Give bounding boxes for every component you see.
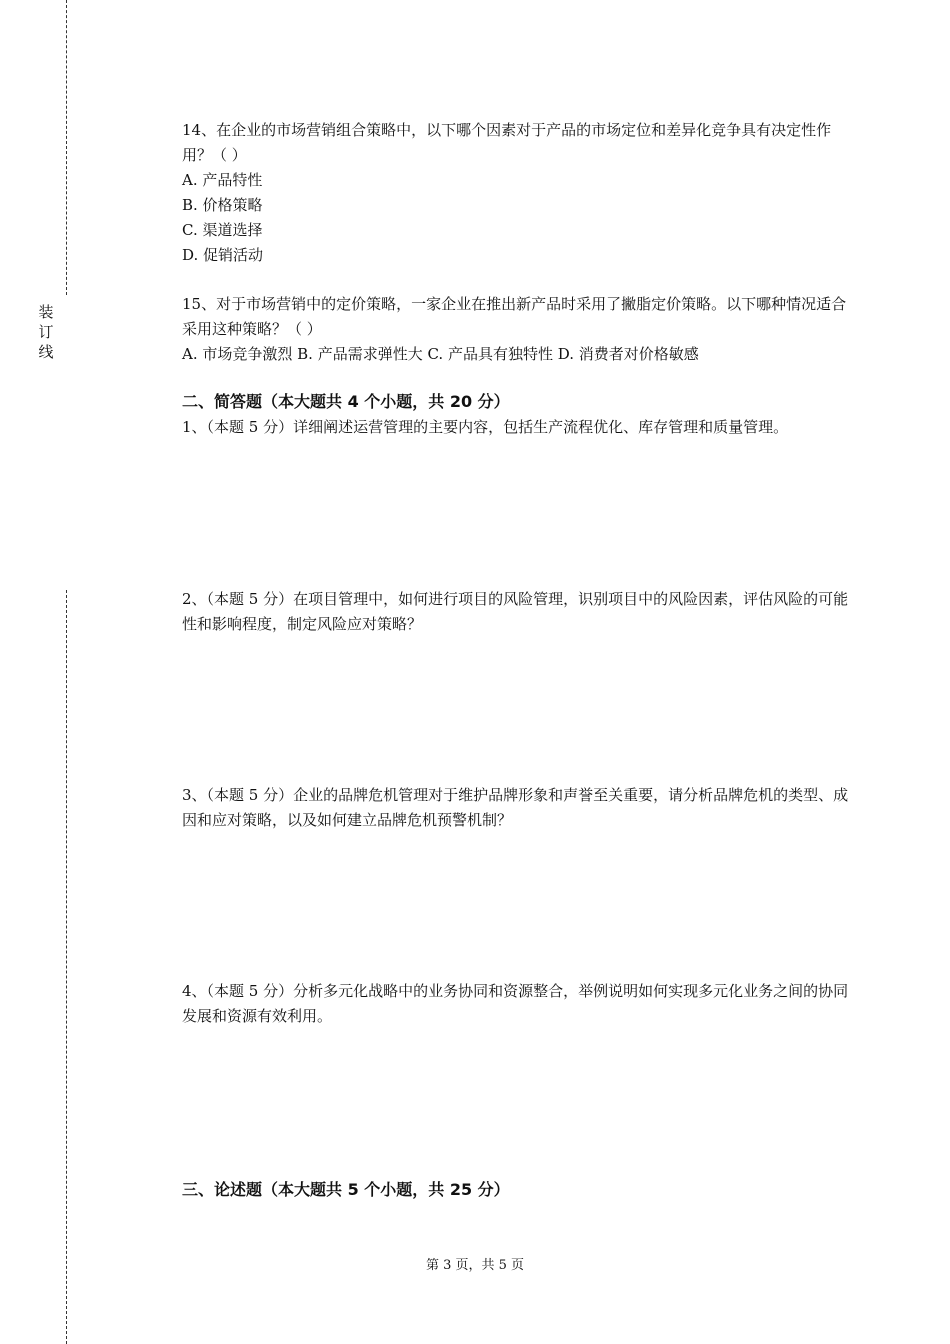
binding-label bbox=[36, 302, 56, 362]
binding-char: 订 bbox=[38, 323, 54, 341]
option-c: C. 渠道选择 bbox=[182, 221, 263, 239]
section-title-short-answer: 二、简答题（本大题共 4 个小题，共 20 分） bbox=[182, 392, 510, 411]
short-answer-question-2: 2、（本题 5 分）在项目管理中，如何进行项目的风险管理，识别项目中的风险因素，评估风险的可能性和影响程度，制定风险应对策略？ bbox=[182, 590, 849, 633]
options-line: A. 市场竞争激烈 B. 产品需求弹性大 C. 产品具有独特性 D. 消费者对价格敏感 bbox=[182, 345, 699, 363]
short-answer-question-3: 3、（本题 5 分）企业的品牌危机管理对于维护品牌形象和声誉至关重要，请分析品牌危机的类型、成因和应对策略，以及如何建立品牌危机预警机制？ bbox=[182, 786, 849, 829]
binding-char: 装 bbox=[38, 303, 54, 321]
short-answer-question-1: 1、（本题 5 分）详细阐述运营管理的主要内容，包括生产流程优化、库存管理和质量管理。 bbox=[182, 418, 789, 436]
option-a: A. 产品特性 bbox=[182, 171, 263, 189]
question-text: 14、在企业的市场营销组合策略中，以下哪个因素对于产品的市场定位和差异化竞争具有决定性作用？（ ） bbox=[182, 121, 832, 164]
binding-dashed-line-top bbox=[66, 0, 67, 295]
short-answer-question-4: 4、（本题 5 分）分析多元化战略中的业务协同和资源整合，举例说明如何实现多元化业务之间的协同发展和资源有效利用。 bbox=[182, 982, 849, 1025]
option-d: D. 促销活动 bbox=[182, 246, 264, 264]
binding-dashed-line-bottom bbox=[66, 590, 67, 1344]
option-b: B. 价格策略 bbox=[182, 196, 263, 214]
question-14 bbox=[182, 118, 852, 268]
section-title-essay: 三、论述题（本大题共 5 个小题，共 25 分） bbox=[182, 1180, 510, 1199]
question-15 bbox=[182, 292, 852, 367]
question-text: 15、对于市场营销中的定价策略，一家企业在推出新产品时采用了撇脂定价策略。以下哪种情况适合采用这种策略？（ ） bbox=[182, 295, 847, 338]
page-footer: 第 3 页，共 5 页 bbox=[425, 1258, 525, 1273]
exam-content bbox=[182, 118, 852, 1203]
binding-char: 线 bbox=[38, 343, 54, 361]
